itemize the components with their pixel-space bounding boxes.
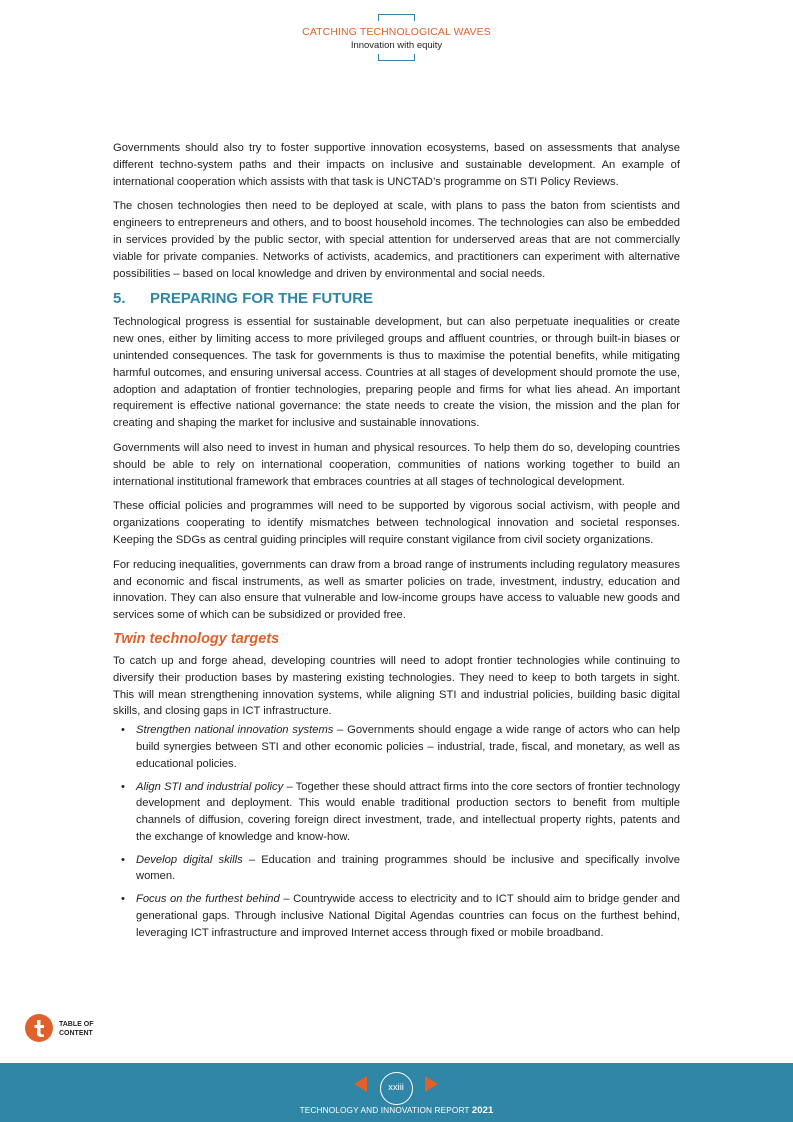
list-item-lead: Align STI and industrial policy [136,780,284,793]
page-number: xxiii [388,1082,404,1093]
section-title: PREPARING FOR THE FUTURE [150,290,374,308]
list-item [121,779,680,846]
main-content [113,140,680,948]
paragraph: The chosen technologies then need to be deployed at scale, with plans to pass the baton from scientists and engineers to entrepreneurs and others, and to boost household incomes. The technologies can also be embedded in services provided by the public sector, with special attention for underserved areas that are not commercially viable for private companies. Networks of activists, academics, and practitioners can experiment with alternative possibilities – based on local knowledge and driven by environmental and social needs. [113,200,680,280]
bullet-icon: • [121,893,125,906]
paragraph: Governments should also try to foster supportive innovation ecosystems, based on assessments that analyse different techno-system paths and their impacts on inclusive and sustainable development. An example of international cooperation which assists with that task is UNCTAD’s programme on STI Policy Reviews. [113,142,680,188]
page-footer [0,1063,793,1122]
paragraph: These official policies and programmes will need to be supported by vigorous social activism, with people and organizations cooperating to identify mismatches between technological innovation and societal responses. Keeping the SDGs as central guiding principles will require constant vigilance from civil society organizations. [113,500,680,546]
list-item-lead: Focus on the furthest behind [136,893,280,906]
paragraph: Technological progress is essential for sustainable development, but can also perpetuate inequalities or create new ones, either by limiting access to more privileged groups and affluent countries, or through built-in biases or unintended consequences. The task for governments is thus to maximise the potential benefits, while mitigating harmful outcomes, and ensuring universal access. Countries at all stages of development should promote the use, adoption and adaptation of frontier technologies, preparing people and firms for what lies ahead. An important requirement is effective national governance: the state needs to create the vision, the mission and the plan for creating and shaping the market for inclusive and sustainable innovations. [113,316,680,430]
list-item [121,722,680,772]
header-bracket-bottom [378,54,415,61]
page-number-circle [380,1072,413,1105]
list-item-lead: Strengthen national innovation systems [136,724,334,737]
list-item-text: – Education and training programmes should be inclusive and specifically involve women. [136,853,680,883]
paragraph: To catch up and forge ahead, developing countries will need to adopt frontier technologies while continuing to diversify their production bases by mastering existing technologies. They need to keep to both targets in sight. This will mean strengthening innovation systems, while aligning STI and industrial policies, building basic digital skills, and closing gaps in ICT infrastructure. [113,654,680,718]
previous-page-arrow-icon[interactable] [354,1076,367,1092]
table-of-content-link[interactable] [25,1014,125,1044]
subsection-heading: Twin technology targets [113,630,280,647]
paragraph: For reducing inequalities, governments can draw from a broad range of instruments including regulatory measures and economic and fiscal instruments, as well as smarter policies on trade, investment, industry, education and innovation. They can also ensure that vulnerable and low-income groups have access to valuable new goods and services some of which can be subsidized or provided free. [113,558,680,622]
list-item [121,891,680,941]
next-page-arrow-icon[interactable] [425,1076,438,1092]
list-item-text: – Governments should engage a wide range of actors who can help build synergies between STI and other economic policies – industrial, trade, fiscal, and monetary, as well as educational policies. [136,724,680,770]
bullet-icon: • [121,780,125,793]
paragraph: Governments will also need to invest in human and physical resources. To help them do so, developing countries should be able to rely on international cooperation, communities of nations working together to build an international institutional framework that embraces countries at all stages of technological development. [113,441,680,488]
header-subtitle: Innovation with equity [350,40,443,51]
list-item [121,852,680,886]
list-item-lead: Develop digital skills [136,853,243,866]
footer-year: 2021 [471,1105,494,1116]
header-title: CATCHING TECHNOLOGICAL WAVES [302,26,491,38]
bullet-list [121,722,680,942]
section-number: 5. [113,290,126,308]
toc-label-line2: CONTENT [59,1029,93,1037]
list-item-text: – Together these should attract firms into the core sectors of frontier technology development and deployment. This would enable traditional production sectors to benefit from multiple channels of diffusion, covering foreign direct investment, trade, and intellectual property rights, patents and the exchange of knowledge and know-how. [136,780,680,843]
page-header [0,0,793,70]
footer-report-title [0,1105,793,1116]
toc-label-line1: TABLE OF [59,1021,94,1028]
bullet-icon: • [121,853,125,866]
section-heading [113,290,680,308]
header-bracket-top [378,14,415,21]
toc-icon [25,1014,53,1042]
list-item-text: – Countrywide access to electricity and to ICT should aim to bridge gender and generational gaps. Through inclusive National Digital Agendas countries can focus on the furthest behind, leveraging ICT infrastructure and improved Internet access through fixed or mobile broadband. [136,893,680,939]
footer-report-name: TECHNOLOGY AND INNOVATION REPORT [299,1105,472,1115]
toc-label [59,1021,93,1038]
bullet-icon: • [121,724,125,737]
